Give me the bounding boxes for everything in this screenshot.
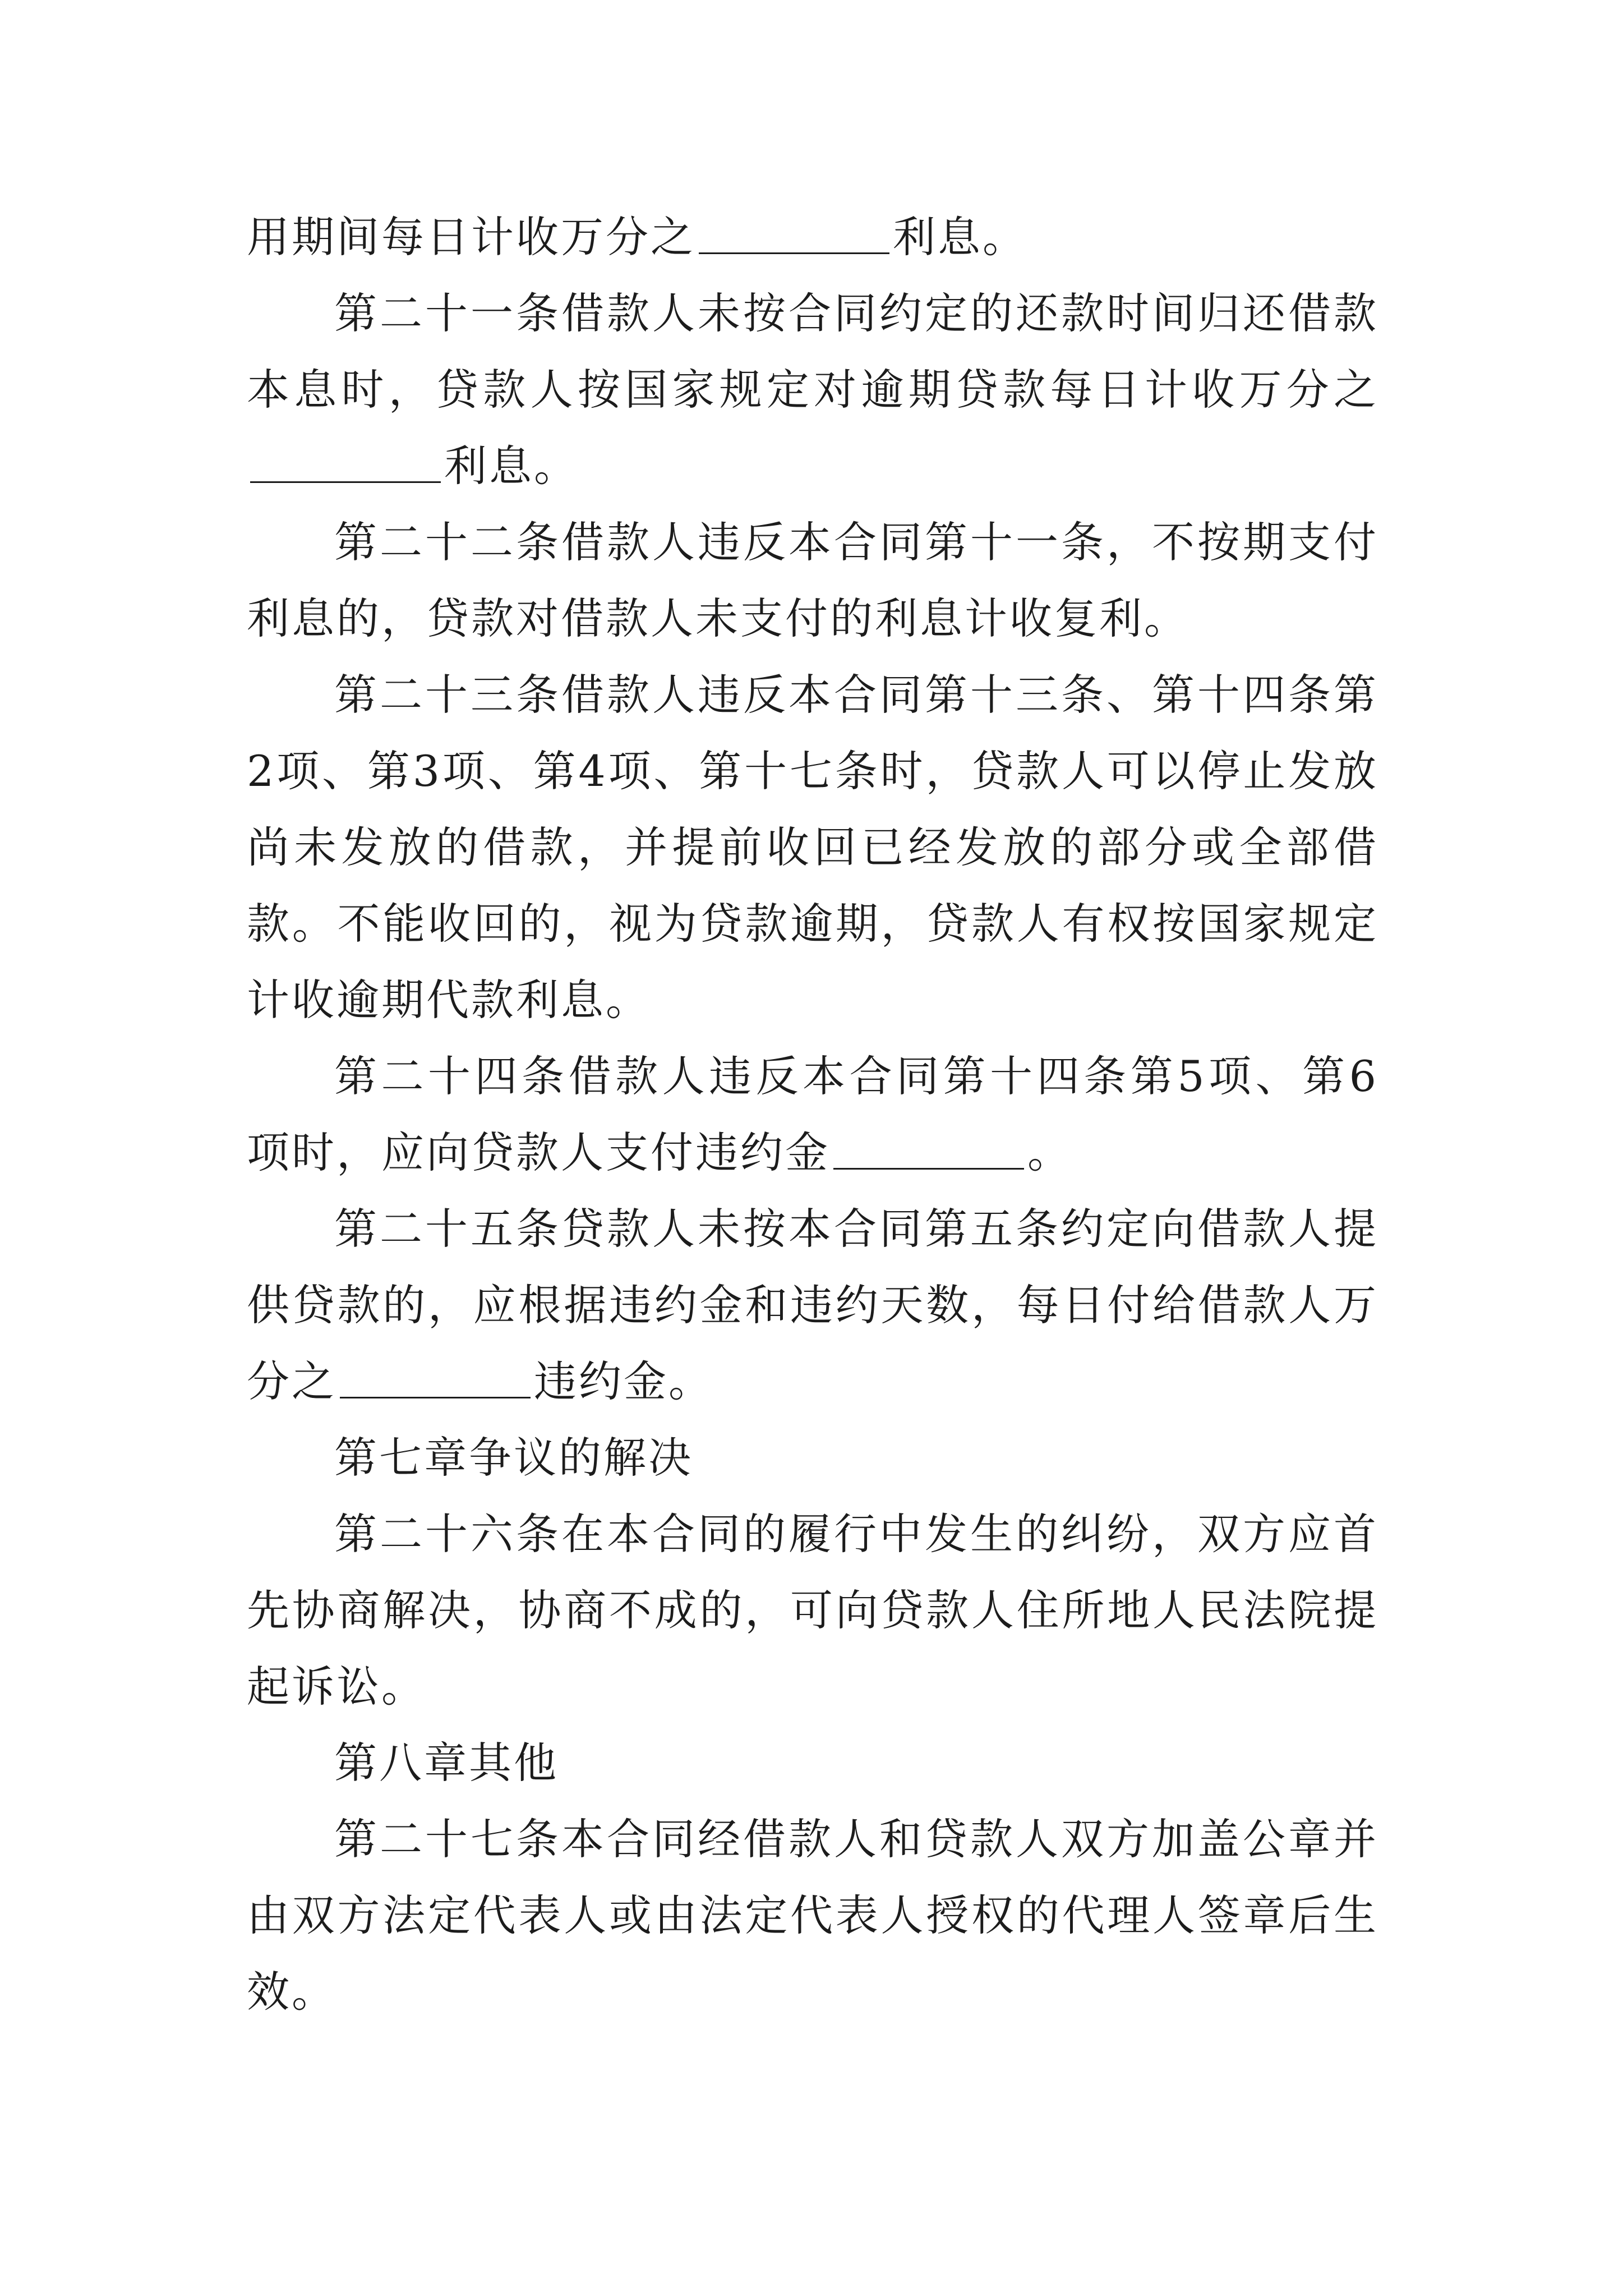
paragraph-text: 第二十七条本合同经借款人和贷款人双方加盖公章并由双方法定代表人或由法定代表人授权的代理人签章后生效。 <box>247 1814 1378 2017</box>
fill-in-blank[interactable] <box>250 439 441 483</box>
paragraph-text: 第二十六条在本合同的履行中发生的纠纷，双方应首先协商解决，协商不成的，可向贷款人住所地人民法院提起诉讼。 <box>247 1509 1378 1711</box>
paragraph-text: 利息。 <box>444 441 579 491</box>
paragraph-text: 违约金。 <box>534 1356 713 1406</box>
paragraph-text: 用期间每日计收万分之 <box>247 212 695 262</box>
paragraph-article-26 <box>247 1496 1378 1725</box>
heading-text: 第七章争议的解决 <box>334 1433 693 1483</box>
paragraph-text: 第二十五条贷款人未按本合同第五条约定向借款人提供贷款的，应根据违约金和违约天数，每日付给借款人万分之 <box>247 1204 1378 1406</box>
chapter-heading-7 <box>247 1420 1378 1496</box>
fill-in-blank[interactable] <box>699 210 889 254</box>
fill-in-blank[interactable] <box>833 1125 1024 1170</box>
paragraph-article-24 <box>247 1038 1378 1191</box>
paragraph-article-23 <box>247 657 1378 1038</box>
paragraph-text: 。 <box>1027 1128 1072 1177</box>
chapter-heading-8 <box>247 1725 1378 1801</box>
paragraph-article-25 <box>247 1191 1378 1420</box>
paragraph-article-20-continuation <box>247 199 1378 275</box>
paragraph-text: 第二十一条借款人未按合同约定的还款时间归还借款本息时，贷款人按国家规定对逾期贷款每日计收万分之 <box>247 288 1378 415</box>
paragraph-text: 第二十三条借款人违反本合同第十三条、第十四条第2项、第3项、第4项、第十七条时，贷款人可以停止发放尚未发放的借款，并提前收回已经发放的部分或全部借款。不能收回的，视为贷款逾期，贷款人有权按国家规定计收逾期代款利息。 <box>247 670 1378 1025</box>
paragraph-article-21 <box>247 275 1378 504</box>
paragraph-text: 利息。 <box>893 212 1027 262</box>
paragraph-article-27 <box>247 1801 1378 2030</box>
document-body <box>247 199 1378 2030</box>
paragraph-text: 第二十二条借款人违反本合同第十一条，不按期支付利息的，贷款对借款人未支付的利息计收复利。 <box>247 517 1378 643</box>
fill-in-blank[interactable] <box>340 1354 531 1398</box>
heading-text: 第八章其他 <box>334 1738 559 1788</box>
paragraph-text: 第二十四条借款人违反本合同第十四条第5项、第6项时，应向贷款人支付违约金 <box>247 1051 1378 1177</box>
paragraph-article-22 <box>247 504 1378 657</box>
